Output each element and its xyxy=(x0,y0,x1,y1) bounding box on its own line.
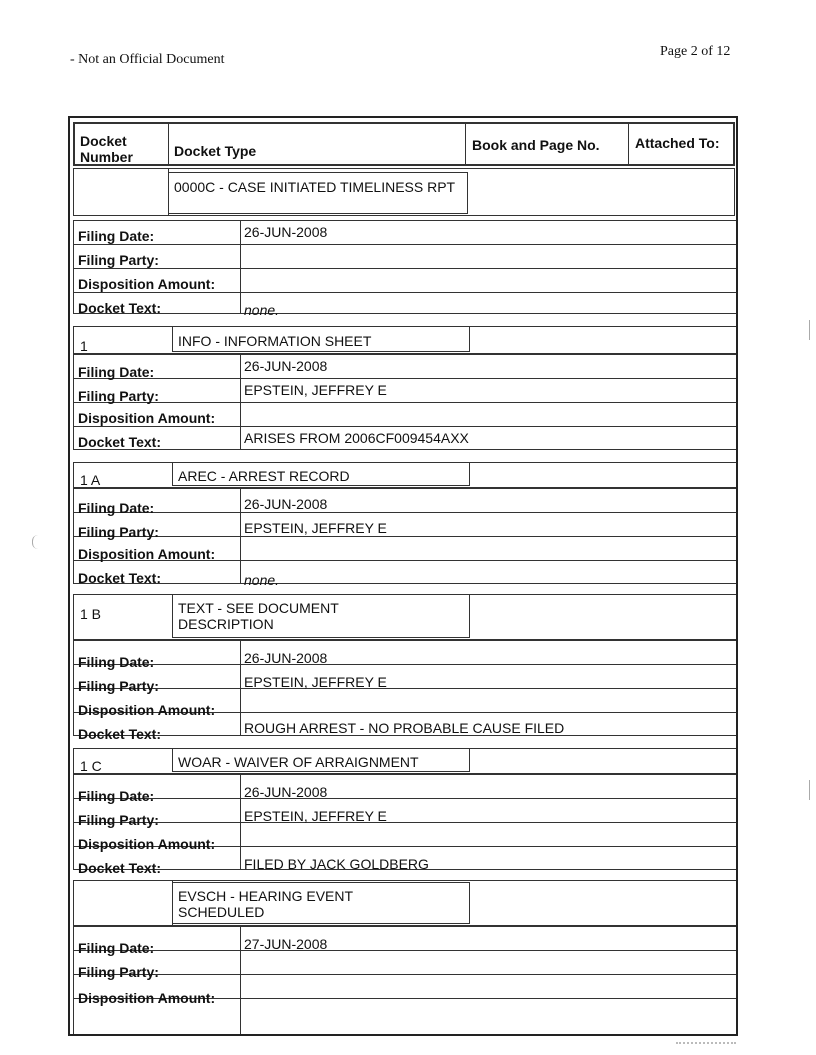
column-docket-number: Docket Number xyxy=(80,133,133,165)
docket-text-label: Docket Text: xyxy=(78,570,161,586)
docket-text-label: Docket Text: xyxy=(78,860,161,876)
docket-text-label: Docket Text: xyxy=(78,726,161,742)
column-docket-type: Docket Type xyxy=(174,143,257,159)
disposition-amount-label: Disposition Amount: xyxy=(78,836,216,852)
filing-party-value: EPSTEIN, JEFFREY E xyxy=(244,382,387,398)
docket-text-value: ROUGH ARREST - NO PROBABLE CAUSE FILED xyxy=(244,720,565,736)
disposition-amount-label: Disposition Amount: xyxy=(78,410,216,426)
column-book-page: Book and Page No. xyxy=(472,137,600,153)
docket-text-value: ARISES FROM 2006CF009454AXX xyxy=(244,430,469,446)
filing-date-label: Filing Date: xyxy=(78,940,155,956)
docket-number: 1 B xyxy=(80,606,102,622)
filing-party-label: Filing Party: xyxy=(78,812,159,828)
page-header-note: - Not an Official Document xyxy=(70,52,225,67)
filing-date-value: 26-JUN-2008 xyxy=(244,496,328,512)
docket-type: 0000C - CASE INITIATED TIMELINESS RPT xyxy=(174,179,456,195)
filing-date-label: Filing Date: xyxy=(78,500,155,516)
docket-text-value: none. xyxy=(244,572,280,588)
docket-type: EVSCH - HEARING EVENT SCHEDULED xyxy=(178,888,353,920)
column-attached-to: Attached To: xyxy=(635,135,720,151)
scan-smudge xyxy=(32,535,43,549)
docket-number: 1 A xyxy=(80,472,101,488)
scan-dots xyxy=(676,1042,736,1044)
filing-party-label: Filing Party: xyxy=(78,678,159,694)
disposition-amount-label: Disposition Amount: xyxy=(78,702,216,718)
filing-date-label: Filing Date: xyxy=(78,228,155,244)
disposition-amount-label: Disposition Amount: xyxy=(78,546,216,562)
filing-date-label: Filing Date: xyxy=(78,788,155,804)
docket-table xyxy=(68,116,738,1036)
filing-date-value: 27-JUN-2008 xyxy=(244,936,328,952)
docket-text-value: none. xyxy=(244,302,280,318)
filing-date-value: 26-JUN-2008 xyxy=(244,358,328,374)
filing-party-value: EPSTEIN, JEFFREY E xyxy=(244,520,387,536)
disposition-amount-label: Disposition Amount: xyxy=(78,990,216,1006)
field-row xyxy=(73,220,737,314)
field-row xyxy=(73,926,737,1036)
docket-type: INFO - INFORMATION SHEET xyxy=(178,333,372,349)
filing-party-value: EPSTEIN, JEFFREY E xyxy=(244,808,387,824)
docket-number: 1 C xyxy=(80,758,102,774)
filing-party-value: EPSTEIN, JEFFREY E xyxy=(244,674,387,690)
filing-date-value: 26-JUN-2008 xyxy=(244,784,328,800)
scan-edge-mark xyxy=(809,320,816,340)
docket-text-label: Docket Text: xyxy=(78,300,161,316)
docket-type: AREC - ARREST RECORD xyxy=(178,468,350,484)
filing-date-label: Filing Date: xyxy=(78,654,155,670)
filing-party-label: Filing Party: xyxy=(78,964,159,980)
filing-date-value: 26-JUN-2008 xyxy=(244,650,328,666)
docket-text-value: FILED BY JACK GOLDBERG xyxy=(244,856,429,872)
disposition-amount-label: Disposition Amount: xyxy=(78,276,216,292)
page-number: Page 2 of 12 xyxy=(660,44,731,59)
scan-edge-mark xyxy=(809,780,816,800)
docket-number: 1 xyxy=(80,338,88,354)
docket-type: WOAR - WAIVER OF ARRAIGNMENT xyxy=(178,754,419,770)
docket-text-label: Docket Text: xyxy=(78,434,161,450)
filing-party-label: Filing Party: xyxy=(78,524,159,540)
filing-date-label: Filing Date: xyxy=(78,364,155,380)
filing-party-label: Filing Party: xyxy=(78,252,159,268)
docket-type: TEXT - SEE DOCUMENT DESCRIPTION xyxy=(178,600,339,632)
filing-date-value: 26-JUN-2008 xyxy=(244,224,328,240)
filing-party-label: Filing Party: xyxy=(78,388,159,404)
